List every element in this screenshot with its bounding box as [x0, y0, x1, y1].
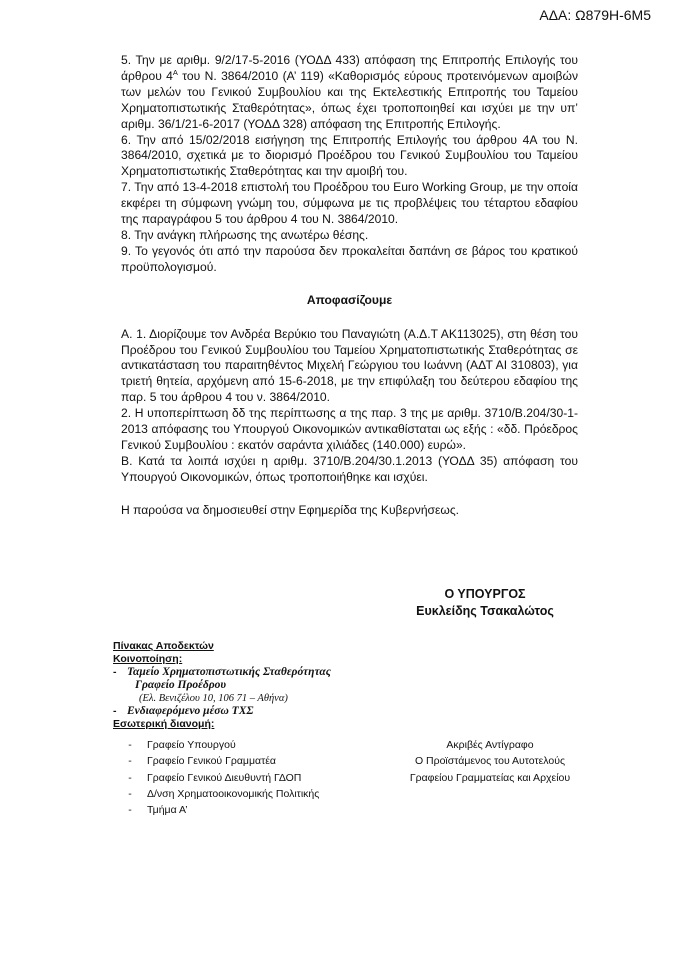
- notification-item-line2: Γραφείο Προέδρου: [135, 679, 227, 691]
- consideration-8: 8. Την ανάγκη πλήρωσης της ανωτέρω θέσης.: [121, 227, 369, 242]
- list-dash: -: [128, 771, 132, 784]
- consideration-9: 9. Το γεγονός ότι από την παρούσα δεν προκαλείται δαπάνη σε βάρος του κρατικού προϋπολογισμού.: [121, 243, 578, 274]
- signature-name: Ευκλείδης Τσακαλώτος: [416, 604, 554, 618]
- list-item-label: Γραφείο Υπουργού: [147, 739, 236, 751]
- true-copy-line: Ακριβές Αντίγραφο: [446, 739, 534, 751]
- notification-title: Κοινοποίηση:: [113, 653, 183, 665]
- distribution-list: [113, 640, 331, 731]
- recipients-title: Πίνακας Αποδεκτών: [113, 640, 214, 652]
- list-item: [113, 737, 319, 753]
- true-copy-line: Γραφείου Γραμματείας και Αρχείου: [409, 771, 571, 784]
- ada-code: ΑΔΑ: Ω879Η-6Μ5: [539, 7, 651, 23]
- decision-a1: Α. 1. Διορίζουμε τον Ανδρέα Βερύκιο του Παναγιώτη (Α.Δ.Τ ΑΚ113025), στη θέση του Προέδρου του Γενικού Συμβουλίου του Ταμείου Χρηματοπιστωτικής Σταθερότητας σε αντικατάσταση του παραιτηθέντος Μιχελή Γεώργιου του Ιωάννη (ΑΔΤ ΑΙ 310803), για τριετή θητεία, αρχόμενη από 15-6-2018, με την επιφύλαξη του δεύτερου εδαφίου της παρ. 5 του άρθρου 4 του ν. 3864/2010.: [121, 326, 578, 405]
- list-item-label: Δ/νση Χρηματοοικονομικής Πολιτικής: [147, 787, 320, 800]
- notification-item-line3: (Ελ. Βενιζέλου 10, 106 71 – Αθήνα): [139, 693, 288, 704]
- list-dash: -: [128, 804, 132, 817]
- list-dash: -: [113, 666, 117, 678]
- list-item: [113, 770, 319, 786]
- list-item-label: Γραφείο Γενικού Διευθυντή ΓΔΟΠ: [147, 771, 302, 784]
- consideration-5-text-cont: του Ν. 3864/2010 (Α’ 119) «Καθορισμός εύρους προτεινόμενων αμοιβών των μελών του Γενικού Συμβουλίου και της Εκτελεστικής Επιτροπής του Ταμείου Χρηματοπιστωτικής Σταθερότητας», όπως έχει τροποποιηθεί και ισχύει με την υπ’ αριθμ. 36/1/21-6-2017 (ΥΟΔΔ 328) απόφαση της Επιτροπής Επιλογής.: [121, 68, 578, 131]
- notification-item: [113, 705, 331, 718]
- list-item: [113, 753, 319, 769]
- consideration-7: 7. Την από 13-4-2018 επιστολή του Προέδρου του Euro Working Group, με την οποία εκφέρει τη σύμφωνη γνώμη του, σύμφωνα με τις προβλέψεις του τέταρτου εδαφίου της παραγράφου 5 του άρθρου 4 του Ν. 3864/2010.: [121, 180, 578, 227]
- list-item: [113, 802, 319, 818]
- decision-heading: Αποφασίζουμε: [306, 292, 393, 307]
- notification-item: [113, 666, 331, 679]
- list-dash: -: [128, 787, 132, 800]
- notification-item-line1: Ενδιαφερόμενο μέσω ΤΧΣ: [127, 705, 254, 717]
- list-dash: -: [128, 739, 132, 751]
- superscript: Α: [172, 67, 178, 77]
- decision-b: Β. Κατά τα λοιπά ισχύει η αριθμ. 3710/Β.204/30.1.2013 (ΥΟΔΔ 35) απόφαση του Υπουργού Οικονομικών, όπως τροποποιήθηκε και ισχύει.: [121, 453, 578, 484]
- consideration-5-text: 5. Την με αριθμ. 9/2/17-5-2016 (ΥΟΔΔ 433) απόφαση της Επιτροπής Επιλογής του άρθρου 4: [121, 53, 578, 83]
- list-dash: -: [128, 755, 132, 768]
- consideration-6: 6. Την από 15/02/2018 εισήγηση της Επιτροπής Επιλογής του άρθρου 4Α του Ν. 3864/2010, σχετικά με το διορισμό Προέδρου του Γενικού Συμβουλίου του Ταμείου Χρηματοπιστωτικής Σταθερότητας και την αμοιβή του.: [121, 132, 578, 179]
- consideration-5: [121, 53, 578, 133]
- publication-order: Η παρούσα να δημοσιευθεί στην Εφημερίδα της Κυβερνήσεως.: [121, 502, 460, 517]
- list-dash: -: [113, 705, 117, 717]
- true-copy-block: [395, 737, 585, 786]
- list-item-label: Τμήμα Α’: [147, 804, 188, 817]
- internal-title: Εσωτερική διανομή:: [113, 718, 215, 730]
- true-copy-line: Ο Προϊστάμενος του Αυτοτελούς: [414, 755, 566, 768]
- document-body: [121, 53, 578, 519]
- list-item: [113, 786, 319, 802]
- list-item-label: Γραφείο Γενικού Γραμματέα: [147, 755, 276, 768]
- signature-title: Ο ΥΠΟΥΡΓΟΣ: [444, 587, 526, 601]
- notification-item-line1: Ταμείο Χρηματοπιστωτικής Σταθερότητας: [127, 666, 331, 678]
- signature-block: [395, 586, 575, 620]
- decision-a2: 2. Η υποπερίπτωση δδ της περίπτωσης α της παρ. 3 της με αριθμ. 3710/Β.204/30-1-2013 απόφασης του Υπουργού Οικονομικών αντικαθίσταται ως εξής : «δδ. Πρόεδρος Γενικού Συμβουλίου : εκατόν σαράντα χιλιάδες (140.000) ευρώ».: [121, 406, 578, 452]
- internal-distribution: [113, 737, 319, 818]
